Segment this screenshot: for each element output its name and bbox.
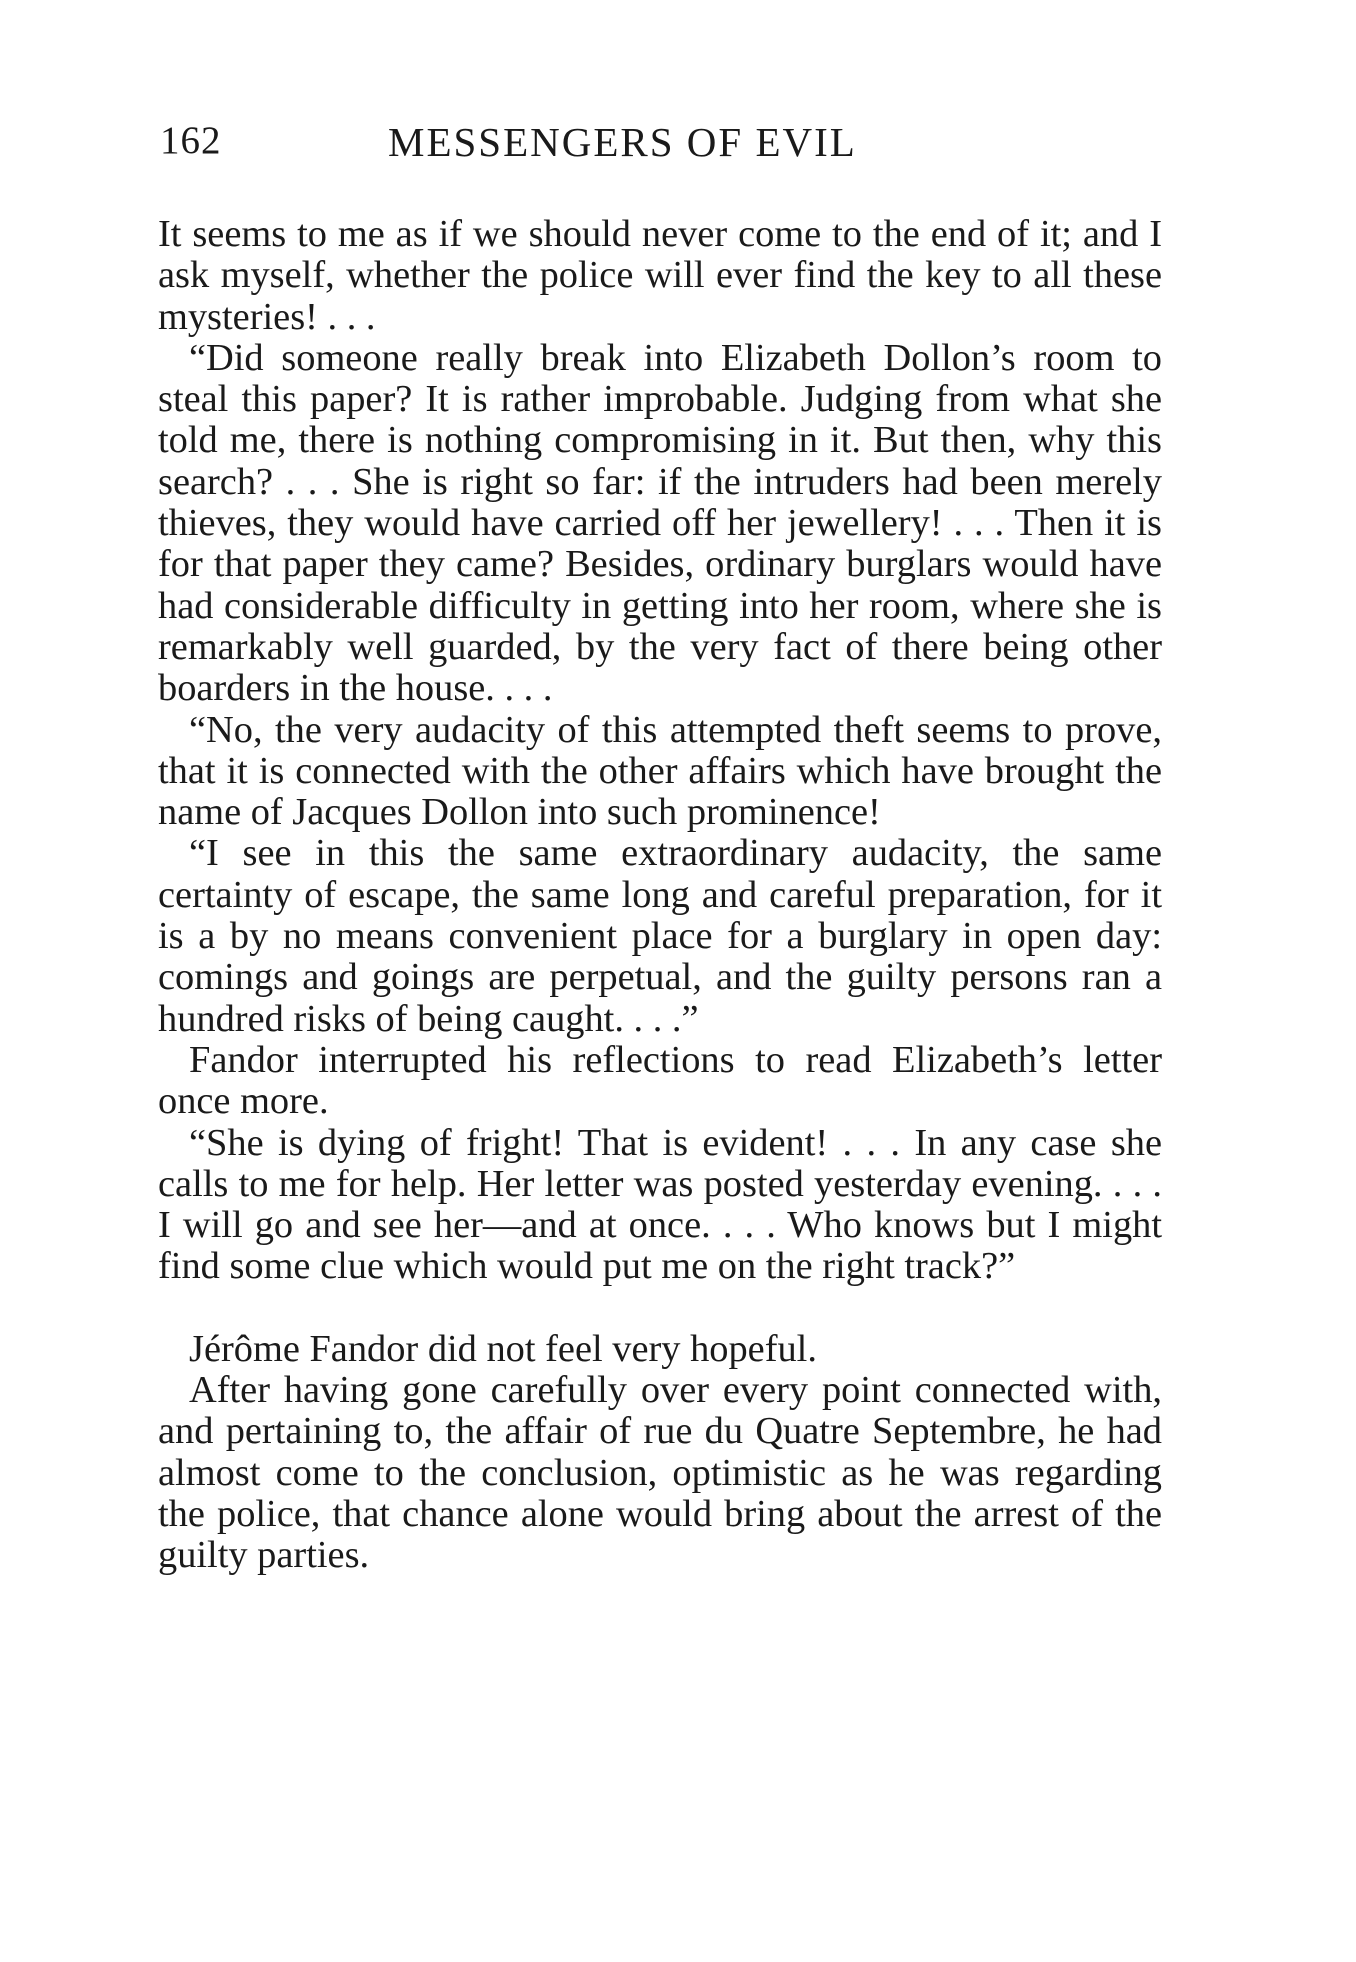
paragraph: It seems to me as if we should never come to the end of it; and I ask myself, whether the police will ever find the key to all these mysteries! . . .: [158, 213, 1162, 338]
paragraph: After having gone carefully over every point connected with, and pertaining to, the affair of rue du Quatre Septembre, he had almost come to the conclusion, optimistic as he was regarding the police, that chance alone would bring about the arrest of the guilty parties.: [158, 1369, 1162, 1577]
page-number: 162: [160, 119, 222, 162]
paragraph: “No, the very audacity of this attempted theft seems to prove, that it is connected with the other affairs which have brought the name of Jacques Dollon into such prominence!: [158, 708, 1162, 834]
page-header: [160, 118, 1160, 178]
paragraph: “I see in this the same extraordinary audacity, the same certainty of escape, the same long and careful preparation, for it is a by no means convenient place for a burglary in open day: comings and goings are perpetual, and the guilty persons ran a hundred risks of being caught. . . .”: [158, 832, 1162, 1040]
paragraph: “She is dying of fright! That is evident! . . . In any case she calls to me for help. Her letter was posted yesterday evening. . . . I will go and see her—and at once. . . . Who knows but I might find some clue which would put me on the right track?”: [158, 1121, 1162, 1288]
paragraph: Fandor interrupted his reflections to read Elizabeth’s letter once more.: [158, 1038, 1162, 1123]
paragraph: Jérôme Fandor did not feel very hopeful.: [189, 1327, 817, 1370]
body-text: [158, 214, 1162, 1577]
running-title: MESSENGERS OF EVIL: [388, 119, 857, 165]
paragraph: “Did someone really break into Elizabeth Dollon’s room to steal this paper? It is rather improbable. Judging from what she told me, there is nothing compromising in it. But then, why this search? . . . She is right so far: if the intruders had been merely thieves, they would have carried off her jewellery! . . . Then it is for that paper they came? Besides, ordinary burglars would have had considerable difficulty in getting into her room, where she is remarkably well guarded, by the very fact of there being other boarders in the house. . . .: [158, 336, 1162, 710]
